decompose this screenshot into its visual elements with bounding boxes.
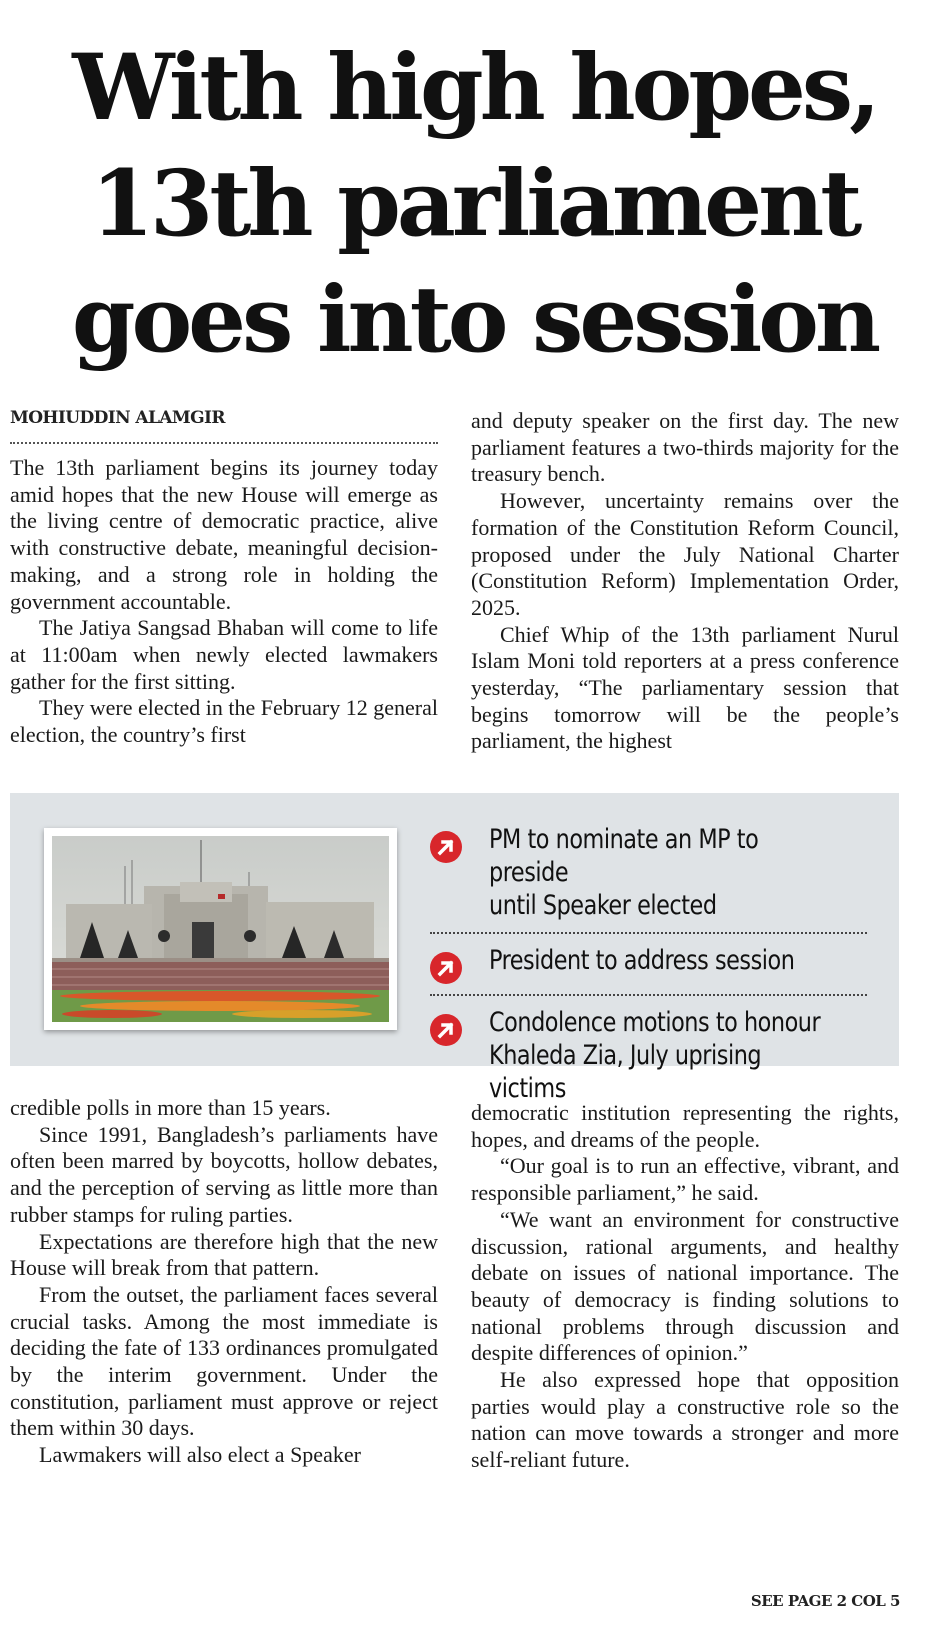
article-column-3 xyxy=(10,1095,438,1469)
headline xyxy=(0,30,949,378)
byline: MOHIUDDIN ALAMGIR xyxy=(10,408,438,444)
arrow-circle-icon xyxy=(430,1014,462,1046)
highlight-item xyxy=(430,820,867,932)
highlight-text: Condolence motions to honour Khaleda Zia, July uprising victims xyxy=(489,1007,821,1104)
paragraph: Lawmakers will also elect a Speaker xyxy=(39,1442,361,1468)
paragraph: “Our goal is to run an effective, vibrant, and responsible parliament,” he said. xyxy=(471,1153,899,1206)
paragraph: and deputy speaker on the first day. The new parliament features a two-thirds majority for the treasury bench. xyxy=(471,408,899,487)
paragraph: Expectations are therefore high that the new House will break from that pattern. xyxy=(10,1228,438,1281)
paragraph: democratic institution representing the rights, hopes, and dreams of the people. xyxy=(471,1100,899,1152)
paragraph: However, uncertainty remains over the formation of the Constitution Reform Council, proposed under the July National Charter (Constitution Reform) Implementation Order, 2025. xyxy=(471,488,899,620)
paragraph: credible polls in more than 15 years. xyxy=(10,1095,331,1120)
paragraph: They were elected in the February 12 general election, the country’s first xyxy=(10,695,438,748)
highlight-item xyxy=(430,994,867,1115)
paragraph: He also expressed hope that opposition parties would play a constructive role so the nation can move towards a stronger and more self-reliant future. xyxy=(471,1367,899,1473)
arrow-circle-icon xyxy=(430,831,462,863)
article-column-4 xyxy=(471,1100,899,1474)
arrow-circle-icon xyxy=(430,952,462,984)
paragraph: From the outset, the parliament faces several crucial tasks. Among the most immediate is deciding the fate of 133 ordinances promulgated by the interim government. Under the constitution, parliament must approve or reject them within 30 days. xyxy=(10,1281,438,1441)
paragraph: The Jatiya Sangsad Bhaban will come to life at 11:00am when newly elected lawmakers gather for the first sitting. xyxy=(10,615,438,694)
headline-line-2: 13th parliament xyxy=(90,151,859,257)
article-column-2 xyxy=(471,408,899,755)
parliament-photo xyxy=(44,828,397,1030)
paragraph: The 13th parliament begins its journey today amid hopes that the new House will emerge as the living centre of democratic practice, alive with constructive debate, meaningful decision-making, and a strong role in holding the government accountable. xyxy=(10,455,438,614)
jump-line: SEE PAGE 2 COL 5 xyxy=(750,1592,900,1610)
headline-line-1: With high hopes, xyxy=(72,35,877,141)
article-column-1 xyxy=(10,455,438,749)
headline-line-3: goes into session xyxy=(71,267,878,373)
highlight-item xyxy=(430,932,867,994)
parliament-building-image xyxy=(52,836,389,1022)
highlight-text: PM to nominate an MP to preside until Speaker elected xyxy=(489,824,759,921)
paragraph: Chief Whip of the 13th parliament Nurul Islam Moni told reporters at a press conference yesterday, “The parliamentary session that begins tomorrow will be the people’s parliament, the highest xyxy=(471,621,899,754)
highlights-list xyxy=(430,820,867,1115)
highlight-text: President to address session xyxy=(489,945,795,976)
paragraph: Since 1991, Bangladesh’s parliaments have often been marred by boycotts, hollow debates, and the perception of serving as little more than rubber stamps for ruling parties. xyxy=(10,1121,438,1227)
paragraph: “We want an environment for constructive discussion, rational arguments, and healthy debate on issues of national importance. The beauty of democracy is finding solutions to national problems through discussion and despite differences of opinion.” xyxy=(471,1206,899,1366)
